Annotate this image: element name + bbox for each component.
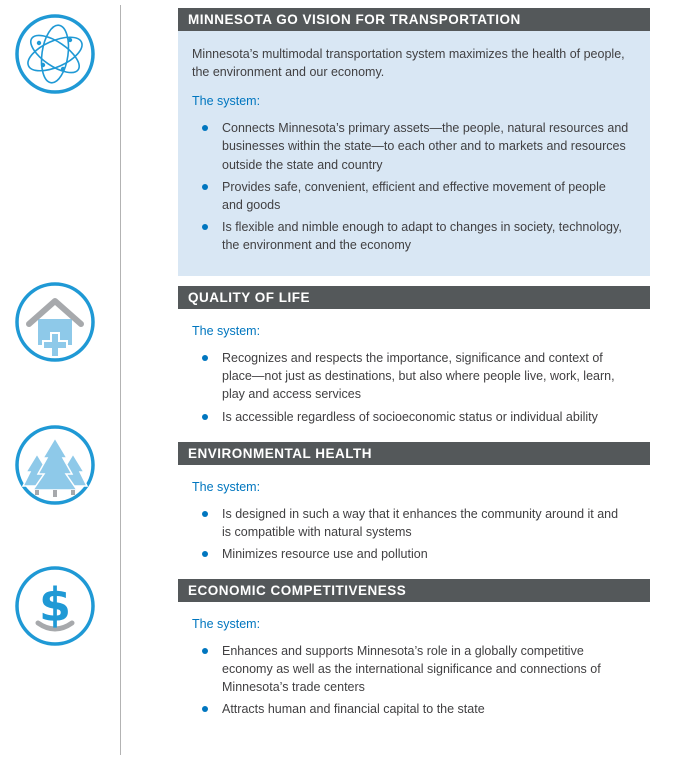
- bullet-list: [192, 642, 630, 719]
- content-column: [178, 8, 650, 735]
- section-gap: [178, 276, 650, 286]
- house-icon: [14, 281, 96, 363]
- bullet-item: Minimizes resource use and pollution: [192, 545, 630, 563]
- svg-text:$: $: [38, 578, 72, 632]
- bullet-item: Connects Minnesota’s primary assets—the people, natural resources and businesses within the state—to each other and to markets and resources outside the state and country: [192, 119, 630, 173]
- section-title: ENVIRONMENTAL HEALTH: [188, 445, 372, 461]
- section-header-vision: [178, 8, 650, 31]
- pine-trees-icon: [14, 424, 96, 506]
- lead-text: The system:: [192, 617, 261, 631]
- section-quality-of-life: [178, 286, 650, 442]
- dollar-sign-icon: [14, 565, 96, 647]
- section-economic-competitiveness: [178, 579, 650, 735]
- bullet-item: Enhances and supports Minnesota’s role in a globally competitive economy as well as the international significance and connections of Minnesota’s trade centers: [192, 642, 630, 696]
- section-header-environmental-health: [178, 442, 650, 465]
- section-header-economic-competitiveness: [178, 579, 650, 602]
- bullet-list: [192, 505, 630, 563]
- lead-text: The system:: [192, 324, 261, 339]
- bullet-list: [192, 349, 630, 426]
- bullet-item: Recognizes and respects the importance, significance and context of place—not just as destinations, but also where people live, work, learn, play and access services: [192, 349, 630, 403]
- section-body-vision: [178, 31, 650, 276]
- section-title: QUALITY OF LIFE: [188, 290, 310, 306]
- globe-network-icon: [14, 13, 96, 95]
- bullet-item: Attracts human and financial capital to the state: [192, 700, 630, 718]
- section-environmental-health: [178, 442, 650, 579]
- lead-text: The system:: [192, 479, 261, 494]
- lead-text: The system:: [192, 94, 261, 109]
- section-body-environmental-health: [178, 465, 650, 579]
- bullet-item: Provides safe, convenient, efficient and effective movement of people and goods: [192, 178, 630, 214]
- bullet-item: Is flexible and nimble enough to adapt to changes in society, technology, the environment and the economy: [192, 218, 630, 254]
- section-header-quality-of-life: [178, 286, 650, 309]
- section-vision: [178, 8, 650, 276]
- bullet-item: Is designed in such a way that it enhances the community around it and is compatible with natural systems: [192, 505, 630, 541]
- vertical-divider: [120, 5, 121, 755]
- section-title: ECONOMIC COMPETITIVENESS: [188, 583, 407, 598]
- section-body-quality-of-life: [178, 309, 650, 442]
- bullet-list: [192, 119, 630, 254]
- intro-text: Minnesota’s multimodal transportation system maximizes the health of people, the environment and our economy.: [192, 47, 625, 80]
- section-body-economic-competitiveness: [178, 602, 650, 735]
- section-title: MINNESOTA GO VISION FOR TRANSPORTATION: [188, 12, 521, 27]
- bullet-item: Is accessible regardless of socioeconomic status or individual ability: [192, 408, 630, 426]
